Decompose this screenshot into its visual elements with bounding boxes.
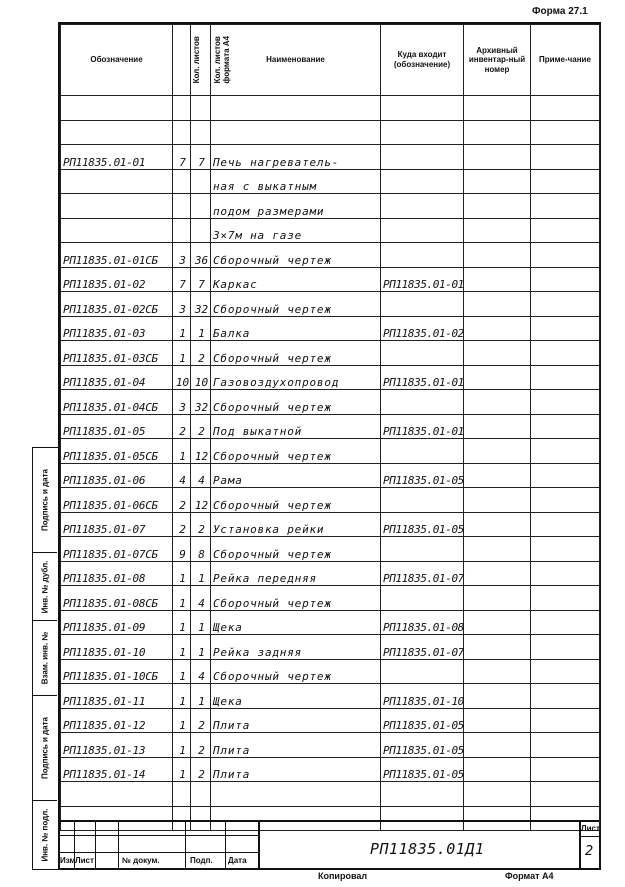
cell-sheets: 1	[173, 561, 191, 586]
cell-sheets: 1	[173, 341, 191, 366]
header-sheets-text: Кол. листов	[191, 36, 201, 84]
cell-archive	[464, 512, 531, 537]
cell-note	[531, 243, 600, 268]
cell-sheets-a4: 32	[191, 390, 211, 415]
cell-archive	[464, 586, 531, 611]
cell-name: Каркас	[211, 267, 381, 292]
cell-note	[531, 341, 600, 366]
cell-sheets: 2	[173, 512, 191, 537]
table-row	[61, 341, 600, 366]
cell-sheets-a4: 1	[191, 635, 211, 660]
cell-archive	[464, 390, 531, 415]
margin-label-sign-date-bottom: Подпись и дата	[40, 717, 50, 779]
margin-cell-sign-date-top	[33, 448, 57, 553]
cell-designation: РП11835.01-06СБ	[61, 488, 173, 513]
cell-designation	[61, 782, 173, 807]
cell-sheets: 7	[173, 267, 191, 292]
title-block	[60, 820, 599, 868]
cell-archive	[464, 708, 531, 733]
cell-designation: РП11835.01-04	[61, 365, 173, 390]
cell-sheets-a4: 4	[191, 659, 211, 684]
cell-note	[531, 488, 600, 513]
cell-where	[381, 120, 464, 145]
cell-archive	[464, 316, 531, 341]
cell-designation	[61, 169, 173, 194]
cell-archive	[464, 439, 531, 464]
cell-note	[531, 463, 600, 488]
cell-sheets-a4	[191, 169, 211, 194]
cell-note	[531, 659, 600, 684]
cell-archive	[464, 561, 531, 586]
cell-designation: РП11835.01-10	[61, 635, 173, 660]
cell-sheets: 1	[173, 586, 191, 611]
cell-sheets-a4	[191, 194, 211, 219]
table-row	[61, 684, 600, 709]
table-row	[61, 782, 600, 807]
cell-sheets-a4: 12	[191, 439, 211, 464]
cell-sheets: 3	[173, 390, 191, 415]
cell-archive	[464, 267, 531, 292]
table-row	[61, 365, 600, 390]
cell-where	[381, 782, 464, 807]
table-row	[61, 610, 600, 635]
cell-note	[531, 218, 600, 243]
cell-note	[531, 512, 600, 537]
table-row	[61, 169, 600, 194]
cell-note	[531, 782, 600, 807]
footer-copied: Копировал	[318, 871, 368, 881]
table-row	[61, 194, 600, 219]
form-label: Форма 27.1	[532, 6, 588, 17]
cell-designation: РП11835.01-02СБ	[61, 292, 173, 317]
spec-table	[60, 24, 600, 831]
cell-where	[381, 488, 464, 513]
table-row	[61, 586, 600, 611]
cell-sheets-a4: 2	[191, 512, 211, 537]
table-row	[61, 267, 600, 292]
table-row	[61, 218, 600, 243]
cell-designation: РП11835.01-03	[61, 316, 173, 341]
cell-archive	[464, 684, 531, 709]
cell-sheets	[173, 96, 191, 121]
cell-sheets-a4: 32	[191, 292, 211, 317]
cell-name: Сборочный чертеж	[211, 292, 381, 317]
cell-archive	[464, 194, 531, 219]
cell-designation: РП11835.01-04СБ	[61, 390, 173, 415]
cell-name: 3×7м на газе	[211, 218, 381, 243]
header-archive: Архивный инвентар-ный номер	[464, 25, 531, 96]
cell-sheets-a4: 8	[191, 537, 211, 562]
cell-sheets-a4	[191, 96, 211, 121]
cell-sheets: 10	[173, 365, 191, 390]
cell-sheets: 1	[173, 733, 191, 758]
cell-where: РП11835.01-01	[381, 365, 464, 390]
cell-note	[531, 537, 600, 562]
cell-archive	[464, 782, 531, 807]
cell-sheets	[173, 782, 191, 807]
cell-sheets: 2	[173, 488, 191, 513]
cell-sheets-a4: 7	[191, 145, 211, 170]
cell-sheets	[173, 194, 191, 219]
cell-sheets-a4: 2	[191, 708, 211, 733]
cell-designation: РП11835.01-06	[61, 463, 173, 488]
table-row	[61, 463, 600, 488]
spec-body	[61, 96, 600, 831]
cell-note	[531, 169, 600, 194]
cell-name: Щека	[211, 684, 381, 709]
cell-name: Сборочный чертеж	[211, 488, 381, 513]
cell-designation	[61, 218, 173, 243]
cell-sheets	[173, 169, 191, 194]
margin-label-inv-dubl: Инв. № дубл.	[40, 560, 50, 613]
cell-where: РП11835.01-05	[381, 512, 464, 537]
cell-where	[381, 341, 464, 366]
cell-name: Балка	[211, 316, 381, 341]
header-where: Куда входит (обозначение)	[381, 25, 464, 96]
cell-where	[381, 169, 464, 194]
table-row	[61, 390, 600, 415]
table-row	[61, 635, 600, 660]
cell-archive	[464, 635, 531, 660]
cell-sheets: 3	[173, 292, 191, 317]
cell-note	[531, 757, 600, 782]
cell-note	[531, 267, 600, 292]
margin-cell-vzam	[33, 621, 57, 696]
cell-note	[531, 635, 600, 660]
cell-sheets: 1	[173, 635, 191, 660]
cell-name: Под выкатной	[211, 414, 381, 439]
cell-sheets-a4: 4	[191, 463, 211, 488]
cell-archive	[464, 169, 531, 194]
cell-note	[531, 414, 600, 439]
tb-sign: Подп.	[190, 856, 213, 865]
cell-archive	[464, 120, 531, 145]
cell-archive	[464, 610, 531, 635]
cell-note	[531, 390, 600, 415]
cell-name: Рейка передняя	[211, 561, 381, 586]
margin-cell-sign-date-bottom	[33, 696, 57, 801]
cell-archive	[464, 463, 531, 488]
cell-where	[381, 390, 464, 415]
margin-cell-inv-dubl	[33, 553, 57, 621]
cell-archive	[464, 243, 531, 268]
cell-designation: РП11835.01-07	[61, 512, 173, 537]
cell-sheets: 1	[173, 684, 191, 709]
cell-sheets: 3	[173, 243, 191, 268]
cell-note	[531, 708, 600, 733]
cell-note	[531, 194, 600, 219]
cell-designation: РП11835.01-09	[61, 610, 173, 635]
cell-archive	[464, 488, 531, 513]
cell-designation: РП11835.01-08	[61, 561, 173, 586]
cell-where: РП11835.01-08	[381, 610, 464, 635]
margin-strip	[32, 447, 58, 870]
cell-sheets-a4	[191, 218, 211, 243]
cell-designation: РП11835.01-03СБ	[61, 341, 173, 366]
cell-designation: РП11835.01-05	[61, 414, 173, 439]
cell-where	[381, 537, 464, 562]
header-sheets-a4-text: Кол. листов формата А4	[213, 36, 231, 84]
cell-designation: РП11835.01-07СБ	[61, 537, 173, 562]
cell-note	[531, 292, 600, 317]
cell-archive	[464, 757, 531, 782]
cell-name: Газовоздухопровод	[211, 365, 381, 390]
cell-note	[531, 684, 600, 709]
cell-designation	[61, 96, 173, 121]
cell-sheets-a4: 1	[191, 316, 211, 341]
cell-archive	[464, 145, 531, 170]
table-row	[61, 757, 600, 782]
cell-where: РП11835.01-01	[381, 267, 464, 292]
cell-sheets: 1	[173, 659, 191, 684]
table-row	[61, 243, 600, 268]
cell-name: Плита	[211, 708, 381, 733]
cell-name	[211, 782, 381, 807]
header-note: Приме-чание	[531, 25, 600, 96]
header-sheets	[173, 25, 201, 96]
cell-name: Печь нагреватель-	[211, 145, 381, 170]
margin-label-vzam: Взам. инв. №	[40, 631, 50, 685]
cell-name: Рейка задняя	[211, 635, 381, 660]
table-row	[61, 145, 600, 170]
cell-designation: РП11835.01-01	[61, 145, 173, 170]
cell-designation: РП11835.01-02	[61, 267, 173, 292]
cell-sheets: 9	[173, 537, 191, 562]
cell-archive	[464, 218, 531, 243]
cell-note	[531, 439, 600, 464]
cell-name: Сборочный чертеж	[211, 659, 381, 684]
table-row	[61, 708, 600, 733]
cell-note	[531, 365, 600, 390]
cell-designation: РП11835.01-12	[61, 708, 173, 733]
cell-archive	[464, 659, 531, 684]
cell-sheets-a4: 2	[191, 414, 211, 439]
table-row	[61, 537, 600, 562]
cell-sheets-a4: 2	[191, 757, 211, 782]
cell-designation: РП11835.01-13	[61, 733, 173, 758]
table-row	[61, 96, 600, 121]
cell-designation: РП11835.01-11	[61, 684, 173, 709]
cell-name: Сборочный чертеж	[211, 439, 381, 464]
cell-archive	[464, 365, 531, 390]
table-row	[61, 561, 600, 586]
cell-where	[381, 292, 464, 317]
cell-name	[211, 96, 381, 121]
cell-note	[531, 561, 600, 586]
cell-sheets-a4: 1	[191, 561, 211, 586]
cell-where	[381, 586, 464, 611]
cell-name: Сборочный чертеж	[211, 586, 381, 611]
table-row	[61, 512, 600, 537]
cell-where: РП11835.01-10	[381, 684, 464, 709]
table-row	[61, 414, 600, 439]
cell-sheets-a4: 36	[191, 243, 211, 268]
cell-designation: РП11835.01-05СБ	[61, 439, 173, 464]
cell-sheets: 4	[173, 463, 191, 488]
tb-izm: Изм	[60, 856, 76, 865]
header-name: Наименование	[211, 25, 381, 96]
header-row	[61, 25, 600, 96]
cell-archive	[464, 537, 531, 562]
cell-name: Сборочный чертеж	[211, 537, 381, 562]
cell-where	[381, 145, 464, 170]
cell-sheets-a4: 12	[191, 488, 211, 513]
cell-name	[211, 120, 381, 145]
tb-date: Дата	[228, 856, 247, 865]
cell-note	[531, 96, 600, 121]
cell-designation	[61, 120, 173, 145]
cell-sheets: 1	[173, 610, 191, 635]
cell-archive	[464, 341, 531, 366]
margin-label-inv-podl: Инв. № подл.	[40, 808, 50, 862]
cell-where	[381, 194, 464, 219]
cell-archive	[464, 414, 531, 439]
cell-where	[381, 243, 464, 268]
margin-cell-inv-podl	[33, 801, 57, 869]
cell-where: РП11835.01-01	[381, 414, 464, 439]
cell-name: Сборочный чертеж	[211, 243, 381, 268]
footer-format: Формат А4	[505, 871, 554, 881]
cell-sheets-a4: 1	[191, 684, 211, 709]
cell-sheets-a4: 2	[191, 733, 211, 758]
cell-where: РП11835.01-02	[381, 316, 464, 341]
cell-where	[381, 439, 464, 464]
margin-label-sign-date-top: Подпись и дата	[40, 469, 50, 531]
tb-designation: РП11835.01Д1	[370, 840, 485, 858]
cell-where: РП11835.01-05	[381, 757, 464, 782]
cell-note	[531, 120, 600, 145]
cell-sheets: 1	[173, 316, 191, 341]
cell-sheets	[173, 120, 191, 145]
table-row	[61, 120, 600, 145]
cell-designation: РП11835.01-08СБ	[61, 586, 173, 611]
cell-name: Щека	[211, 610, 381, 635]
cell-designation: РП11835.01-10СБ	[61, 659, 173, 684]
cell-where: РП11835.01-07	[381, 635, 464, 660]
header-designation: Обозначение	[61, 25, 173, 96]
cell-where	[381, 218, 464, 243]
cell-sheets	[173, 218, 191, 243]
tb-list: Лист	[75, 856, 94, 865]
cell-archive	[464, 96, 531, 121]
cell-sheets-a4: 7	[191, 267, 211, 292]
cell-sheets: 2	[173, 414, 191, 439]
cell-name: Плита	[211, 757, 381, 782]
cell-sheets-a4: 2	[191, 341, 211, 366]
cell-designation: РП11835.01-14	[61, 757, 173, 782]
cell-sheets: 1	[173, 439, 191, 464]
cell-sheets-a4: 10	[191, 365, 211, 390]
cell-note	[531, 586, 600, 611]
cell-note	[531, 733, 600, 758]
cell-where: РП11835.01-05	[381, 708, 464, 733]
table-row	[61, 292, 600, 317]
cell-designation	[61, 194, 173, 219]
cell-note	[531, 145, 600, 170]
cell-name: Плита	[211, 733, 381, 758]
cell-name: ная с выкатным	[211, 169, 381, 194]
tb-doc: № докум.	[122, 856, 160, 865]
tb-sheet-label: Лист	[581, 824, 600, 833]
cell-archive	[464, 292, 531, 317]
cell-where: РП11835.01-05	[381, 463, 464, 488]
cell-sheets: 1	[173, 757, 191, 782]
cell-sheets: 7	[173, 145, 191, 170]
cell-sheets-a4	[191, 120, 211, 145]
cell-sheets-a4	[191, 782, 211, 807]
cell-name: Сборочный чертеж	[211, 341, 381, 366]
cell-note	[531, 610, 600, 635]
cell-where: РП11835.01-05	[381, 733, 464, 758]
cell-where	[381, 659, 464, 684]
cell-sheets: 1	[173, 708, 191, 733]
tb-sheet-number: 2	[585, 844, 594, 859]
cell-name: Сборочный чертеж	[211, 390, 381, 415]
cell-where	[381, 96, 464, 121]
cell-note	[531, 316, 600, 341]
table-row	[61, 316, 600, 341]
table-row	[61, 659, 600, 684]
table-row	[61, 733, 600, 758]
cell-name: Рама	[211, 463, 381, 488]
cell-where: РП11835.01-07	[381, 561, 464, 586]
cell-designation: РП11835.01-01СБ	[61, 243, 173, 268]
cell-archive	[464, 733, 531, 758]
cell-name: подом размерами	[211, 194, 381, 219]
table-row	[61, 439, 600, 464]
cell-sheets-a4: 1	[191, 610, 211, 635]
table-row	[61, 488, 600, 513]
cell-sheets-a4: 4	[191, 586, 211, 611]
cell-name: Установка рейки	[211, 512, 381, 537]
